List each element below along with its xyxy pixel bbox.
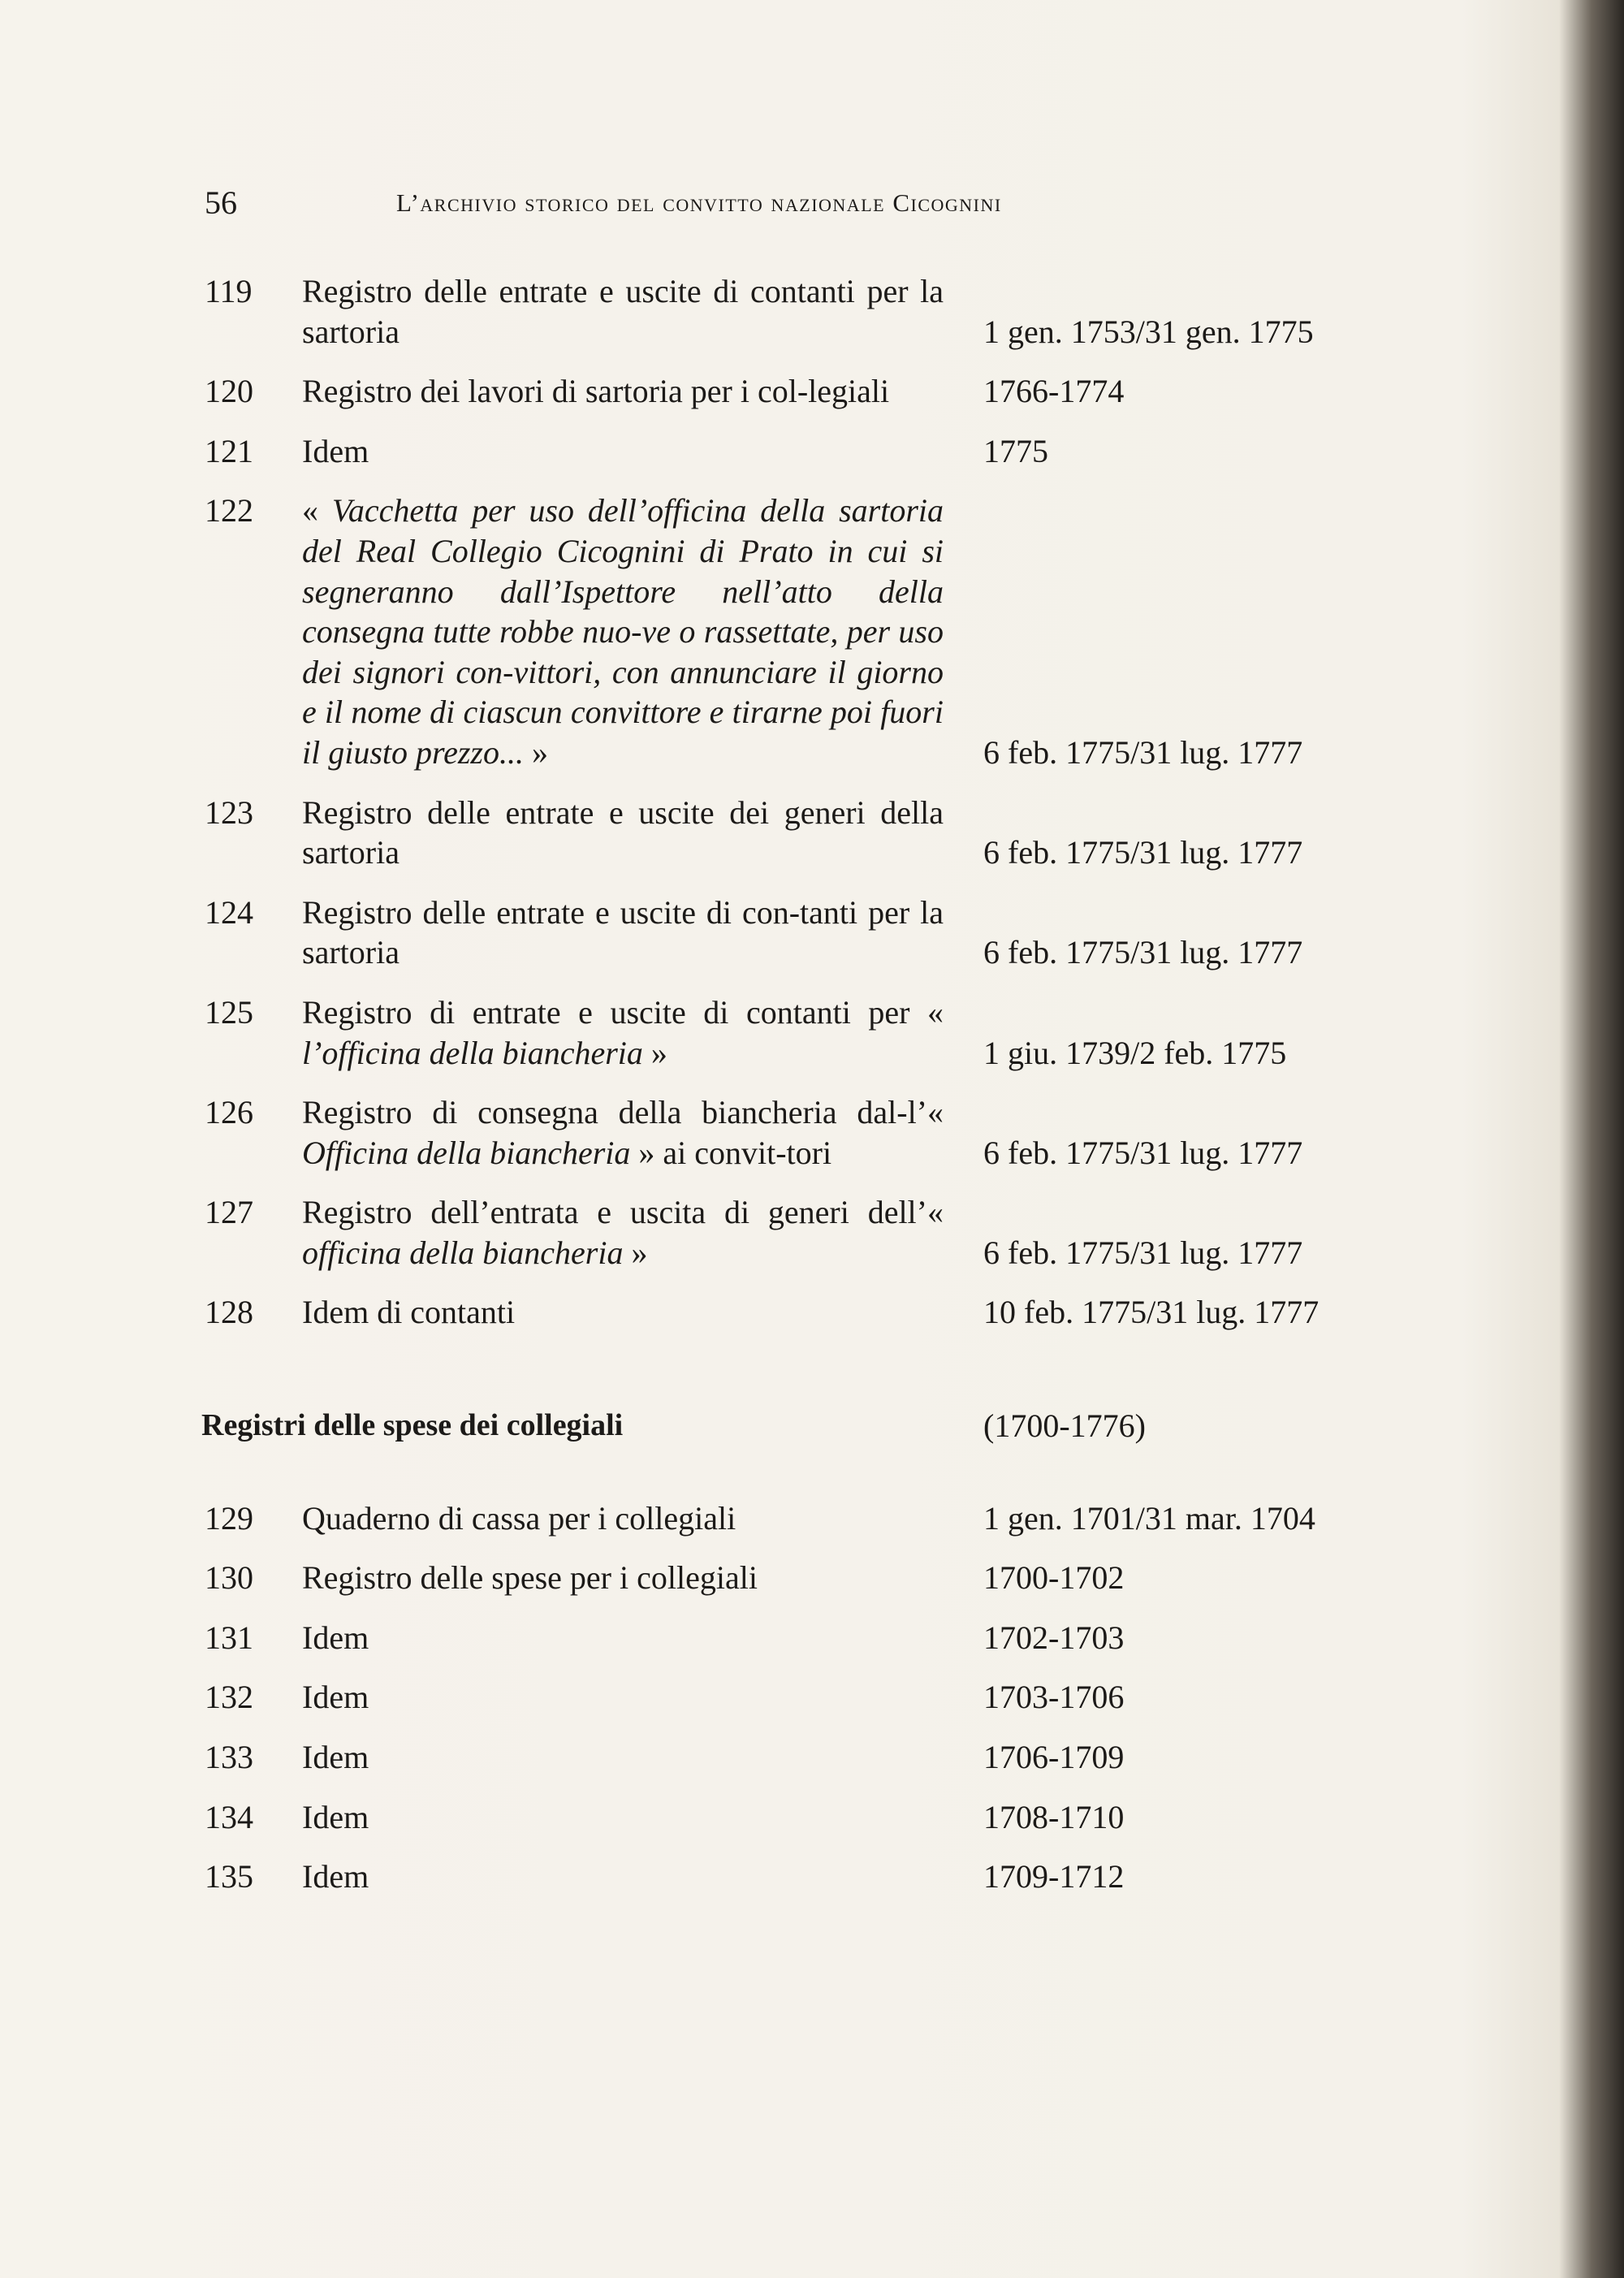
entry-number: 131 — [205, 1619, 253, 1656]
entry-description — [302, 1558, 944, 1598]
entries-list — [205, 1498, 1471, 1897]
italic-title-text: officina della biancheria — [302, 1234, 624, 1271]
entry-date: 1 giu. 1739/2 feb. 1775 — [983, 1034, 1287, 1071]
entry-date: 10 feb. 1775/31 lug. 1777 — [983, 1294, 1320, 1331]
description-text: Idem — [302, 1679, 369, 1716]
entry-row — [205, 793, 1471, 873]
entry-number: 122 — [205, 492, 253, 530]
description-text: Idem — [302, 1858, 369, 1895]
entry-date: 1709-1712 — [983, 1858, 1125, 1895]
entry-description — [302, 431, 944, 472]
description-text: Registro di entrate e uscite di contanti per « — [302, 993, 944, 1031]
entry-description — [302, 1192, 944, 1273]
entry-date: 6 feb. 1775/31 lug. 1777 — [983, 834, 1303, 871]
entry-description — [302, 1677, 944, 1718]
entry-description — [302, 491, 944, 772]
italic-title-text: Vacchetta per uso dell’officina della sartoria del Real Collegio Cicognini di Prato in cui si segneranno dall’Ispettore nell’atto della consegna tutte robbe nuo-ve o rassettate, per uso dei signori con-vittori, con annunciare il giorno e il nome di ciascun convittore e tirarne poi fuori il giusto prezzo... — [302, 492, 944, 771]
entry-description — [302, 1498, 944, 1539]
entry-number: 123 — [205, 793, 253, 831]
entry-date: 1 gen. 1701/31 mar. 1704 — [983, 1499, 1315, 1537]
entry-row — [205, 1857, 1471, 1897]
entry-date: 6 feb. 1775/31 lug. 1777 — [983, 733, 1303, 771]
entry-description — [302, 271, 944, 352]
description-text: » — [642, 1034, 667, 1071]
description-text: Idem — [302, 1739, 369, 1776]
entry-date: 6 feb. 1775/31 lug. 1777 — [983, 934, 1303, 971]
entry-date: 6 feb. 1775/31 lug. 1777 — [983, 1234, 1303, 1271]
description-text: Quaderno di cassa per i collegiali — [302, 1499, 736, 1537]
entry-number: 119 — [205, 273, 253, 309]
italic-title-text: Officina della biancheria — [302, 1134, 631, 1171]
entry-row — [205, 1192, 1471, 1273]
entry-description — [302, 992, 944, 1073]
entry-date: 1708-1710 — [983, 1798, 1125, 1835]
entry-number: 128 — [205, 1294, 253, 1331]
entry-row — [205, 271, 1471, 352]
entry-row — [205, 992, 1471, 1073]
italic-title-text: l’officina della biancheria — [302, 1034, 643, 1071]
entry-number: 129 — [205, 1499, 253, 1537]
description-text: Registro delle entrate e uscite dei generi della sartoria — [302, 793, 944, 871]
entry-row — [205, 1618, 1471, 1658]
entry-number: 121 — [205, 432, 253, 469]
entry-row — [205, 491, 1471, 772]
entry-number: 135 — [205, 1858, 253, 1895]
description-text: » ai convit-tori — [630, 1134, 832, 1171]
entry-description — [302, 1857, 944, 1897]
section-heading — [201, 1406, 1471, 1446]
entry-date: 6 feb. 1775/31 lug. 1777 — [983, 1134, 1303, 1171]
description-text: Registro delle entrate e uscite di con-tanti per la sartoria — [302, 893, 944, 971]
entry-date: 1 gen. 1753/31 gen. 1775 — [983, 313, 1314, 350]
running-title: L’archivio storico del convitto nazionale Cicognini — [396, 188, 1002, 217]
entry-row — [205, 1737, 1471, 1778]
entry-description — [302, 1092, 944, 1173]
entry-date: 1700-1702 — [983, 1559, 1125, 1597]
entry-row — [205, 1498, 1471, 1539]
entry-date: 1706-1709 — [983, 1739, 1125, 1776]
description-text: Registro delle spese per i collegiali — [302, 1559, 758, 1597]
entry-row — [205, 1797, 1471, 1838]
catalogue-body — [201, 271, 1471, 1917]
entry-description — [302, 893, 944, 973]
description-text: Idem — [302, 1619, 369, 1656]
entry-number: 124 — [205, 893, 253, 931]
entry-date: 1703-1706 — [983, 1679, 1125, 1716]
description-text: Registro di consegna della biancheria dal-l’« — [302, 1094, 944, 1131]
section-date-range: (1700-1776) — [983, 1407, 1146, 1445]
description-text: Idem di contanti — [302, 1294, 516, 1331]
description-text: » — [623, 1234, 648, 1271]
entry-number: 132 — [205, 1679, 253, 1716]
entry-description — [302, 1292, 944, 1333]
entry-number: 120 — [205, 373, 253, 410]
description-text: Idem — [302, 1798, 369, 1835]
section-title: Registri delle spese dei collegiali — [201, 1408, 624, 1443]
entry-number: 125 — [205, 993, 253, 1031]
entry-row — [205, 431, 1471, 472]
description-text: Registro dei lavori di sartoria per i col-legiali — [302, 373, 890, 410]
entry-date: 1766-1774 — [983, 373, 1125, 410]
entry-description — [302, 1618, 944, 1658]
entry-description — [302, 1797, 944, 1838]
description-text: Registro dell’entrata e uscita di generi dell’« — [302, 1194, 944, 1231]
entry-number: 127 — [205, 1194, 253, 1231]
entry-row — [205, 1558, 1471, 1598]
entry-row — [205, 893, 1471, 973]
description-text: Registro delle entrate e uscite di contanti per la sartoria — [302, 273, 944, 350]
entry-number: 134 — [205, 1798, 253, 1835]
entry-row — [205, 1677, 1471, 1718]
entry-description — [302, 371, 944, 412]
entry-date: 1702-1703 — [983, 1619, 1125, 1656]
entries-list — [205, 271, 1471, 1333]
entry-date: 1775 — [983, 432, 1048, 469]
page-number: 56 — [205, 184, 237, 221]
entry-row — [205, 1092, 1471, 1173]
description-text: » — [524, 733, 548, 771]
entry-number: 130 — [205, 1559, 253, 1597]
entry-number: 126 — [205, 1094, 253, 1131]
entry-row — [205, 371, 1471, 412]
description-text: Idem — [302, 432, 369, 469]
entry-description — [302, 1737, 944, 1778]
entry-number: 133 — [205, 1739, 253, 1776]
description-text: « — [302, 492, 332, 530]
entry-description — [302, 793, 944, 873]
entry-row — [205, 1292, 1471, 1333]
